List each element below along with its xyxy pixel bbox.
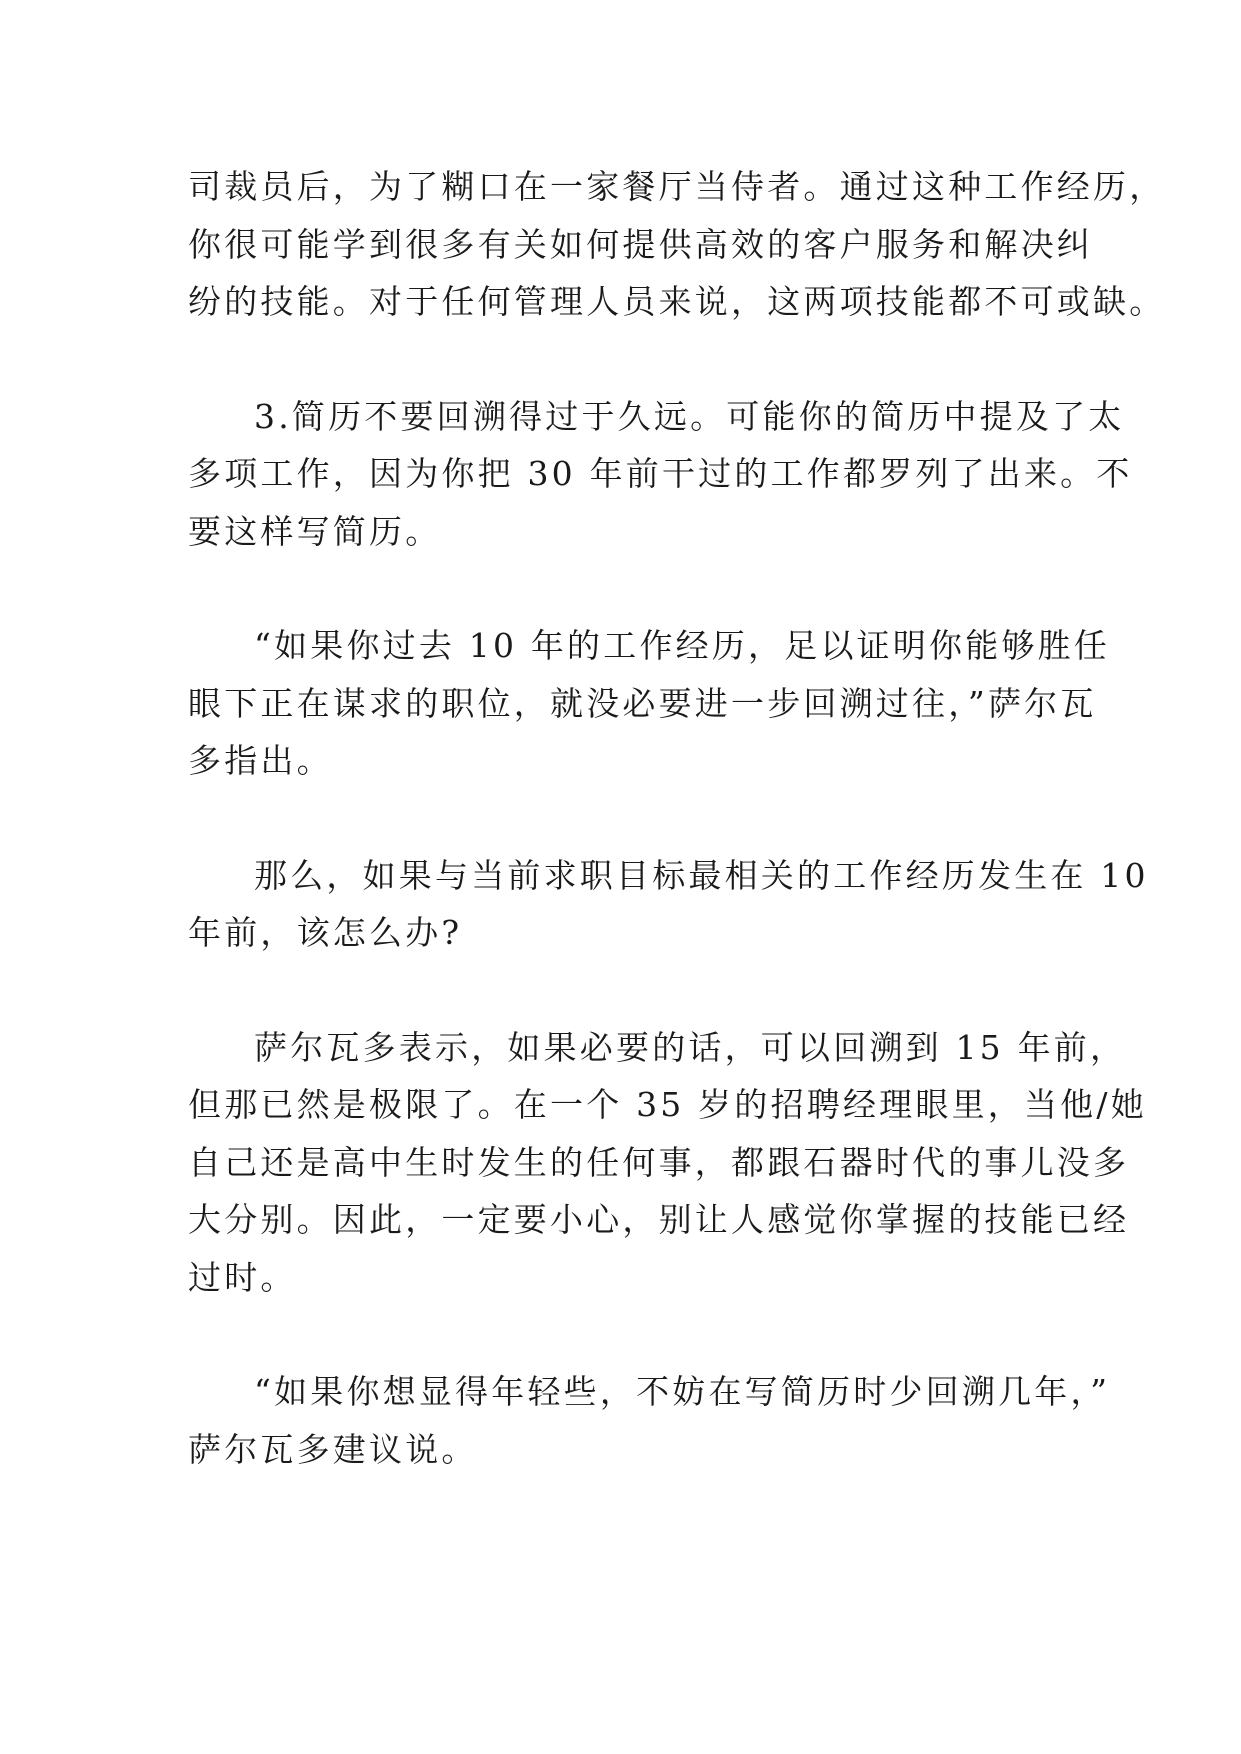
text-line: 3.简历不要回溯得过于久远。可能你的简历中提及了太 <box>254 396 1125 436</box>
text-line: 你很可能学到很多有关如何提供高效的客户服务和解决纠 <box>188 224 1093 264</box>
text-line: 萨尔瓦多建议说。 <box>188 1429 478 1469</box>
text-line: 多项工作，因为你把 30 年前干过的工作都罗列了出来。不 <box>188 454 1133 493</box>
text-line: 司裁员后，为了糊口在一家餐厅当侍者。通过这种工作经历， <box>188 167 1166 206</box>
text-line: 自己还是高中生时发生的任何事，都跟石器时代的事儿没多 <box>188 1142 1130 1182</box>
text-line: 纷的技能。对于任何管理人员来说，这两项技能都不可或缺。 <box>188 282 1166 321</box>
text-line: 但那已然是极限了。在一个 35 岁的招聘经理眼里，当他/她 <box>188 1085 1147 1124</box>
paragraph-quote-1 <box>188 617 1111 790</box>
text-line: “如果你想显得年轻些，不妨在写简历时少回溯几年，” <box>254 1372 1111 1411</box>
text-line: 多指出。 <box>188 741 333 780</box>
paragraph-answer <box>188 1019 1147 1307</box>
text-line: “如果你过去 10 年的工作经历，足以证明你能够胜任 <box>254 626 1111 665</box>
text-line: 过时。 <box>188 1257 297 1297</box>
text-line: 要这样写简历。 <box>188 511 442 551</box>
article-body <box>188 158 1166 1535</box>
text-line: 大分别。因此，一定要小心，别让人感觉你掌握的技能已经 <box>188 1200 1130 1239</box>
paragraph-quote-2 <box>188 1363 1111 1478</box>
paragraph-tip-3 <box>188 388 1133 561</box>
text-line: 萨尔瓦多表示，如果必要的话，可以回溯到 15 年前， <box>254 1027 1127 1067</box>
text-line: 年前，该怎么办? <box>188 913 463 952</box>
paragraph-continuation <box>188 158 1166 331</box>
text-line: 那么，如果与当前求职目标最相关的工作经历发生在 10 <box>254 855 1149 895</box>
paragraph-question <box>188 847 1149 962</box>
text-line: 眼下正在谋求的职位，就没必要进一步回溯过往，”萨尔瓦 <box>188 683 1097 723</box>
